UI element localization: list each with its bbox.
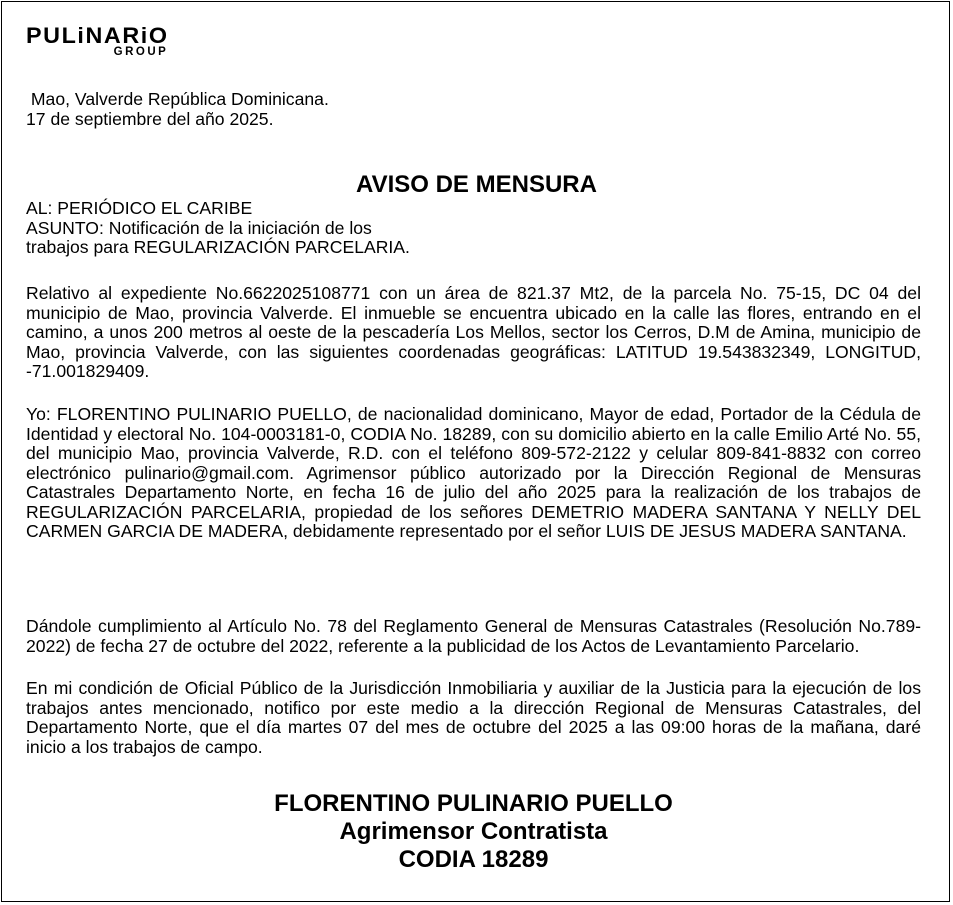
paragraph-surveyor: Yo: FLORENTINO PULINARIO PUELLO, de nacionalidad dominicano, Mayor de edad, Portador de la Cédula de Identidad y electoral No. 104-0003181-0, CODIA No. 18289, con su domicilio abierto en la calle Emilio Arté No. 55, del municipio Mao, provincia Valverde, R.D. con el teléfono 809-572-2122 y celular 809-841-8832 con correo electrónico pulinario@gmail.com. Agrimensor público autorizado por la Dirección Regional de Mensuras Catastrales Departamento Norte, en fecha 16 de julio del año 2025 para la realización de los trabajos de REGULARIZACIÓN PARCELARIA, propiedad de los señores DEMETRIO MADERA SANTANA Y NELLY DEL CARMEN GARCIA DE MADERA, debidamente representado por el señor LUIS DE JESUS MADERA SANTANA. <box>26 404 921 541</box>
logo-subtitle: GROUP <box>113 46 169 58</box>
location-line: Mao, Valverde República Dominicana. <box>26 89 329 109</box>
header-block <box>26 199 921 258</box>
location-date-block <box>26 90 921 129</box>
logo-wordmark: PULiNARiO <box>26 23 169 48</box>
addressee-line: AL: PERIÓDICO EL CARIBE <box>26 198 253 218</box>
paragraph-property: Relativo al expediente No.6622025108771 con un área de 821.37 Mt2, de la parcela No. 75-15, DC 04 del municipio de Mao, provincia Valverde. El inmueble se encuentra ubicado en la calle las flores, entrando en el camino, a unos 200 metros al oeste de la pescadería Los Mellos, sector los Cerros, D.M de Amina, municipio de Mao, provincia Valverde, con las siguientes coordenadas geográficas: LATITUD 19.543832349, LONGITUD, -71.001829409. <box>26 283 921 381</box>
signature-block <box>0 790 947 874</box>
date-line: 17 de septiembre del año 2025. <box>26 108 274 129</box>
company-logo <box>26 25 242 61</box>
signature-codia: CODIA 18289 <box>398 846 549 873</box>
signature-role: Agrimensor Contratista <box>339 818 608 845</box>
paragraph-notification: En mi condición de Oficial Público de la Jurisdicción Inmobiliaria y auxiliar de la Justicia para la ejecución de los trabajos antes mencionado, notifico por este medio a la dirección Regional de Mensuras Catastrales, del Departamento Norte, que el día martes 07 del mes de octubre del 2025 a las 09:00 horas de la mañana, daré inicio a los trabajos de campo. <box>26 678 921 757</box>
subject-line-1: ASUNTO: Notificación de la iniciación de los <box>26 217 372 238</box>
paragraph-regulation: Dándole cumplimiento al Artículo No. 78 del Reglamento General de Mensuras Catastrales (Resolución No.789-2022) de fecha 27 de octubre del 2022, referente a la publicidad de los Actos de Levantamiento Parcelario. <box>26 616 921 656</box>
signature-name: FLORENTINO PULINARIO PUELLO <box>274 790 673 817</box>
notice-title: AVISO DE MENSURA <box>356 171 597 198</box>
subject-line-2: trabajos para REGULARIZACIÓN PARCELARIA. <box>26 237 410 257</box>
